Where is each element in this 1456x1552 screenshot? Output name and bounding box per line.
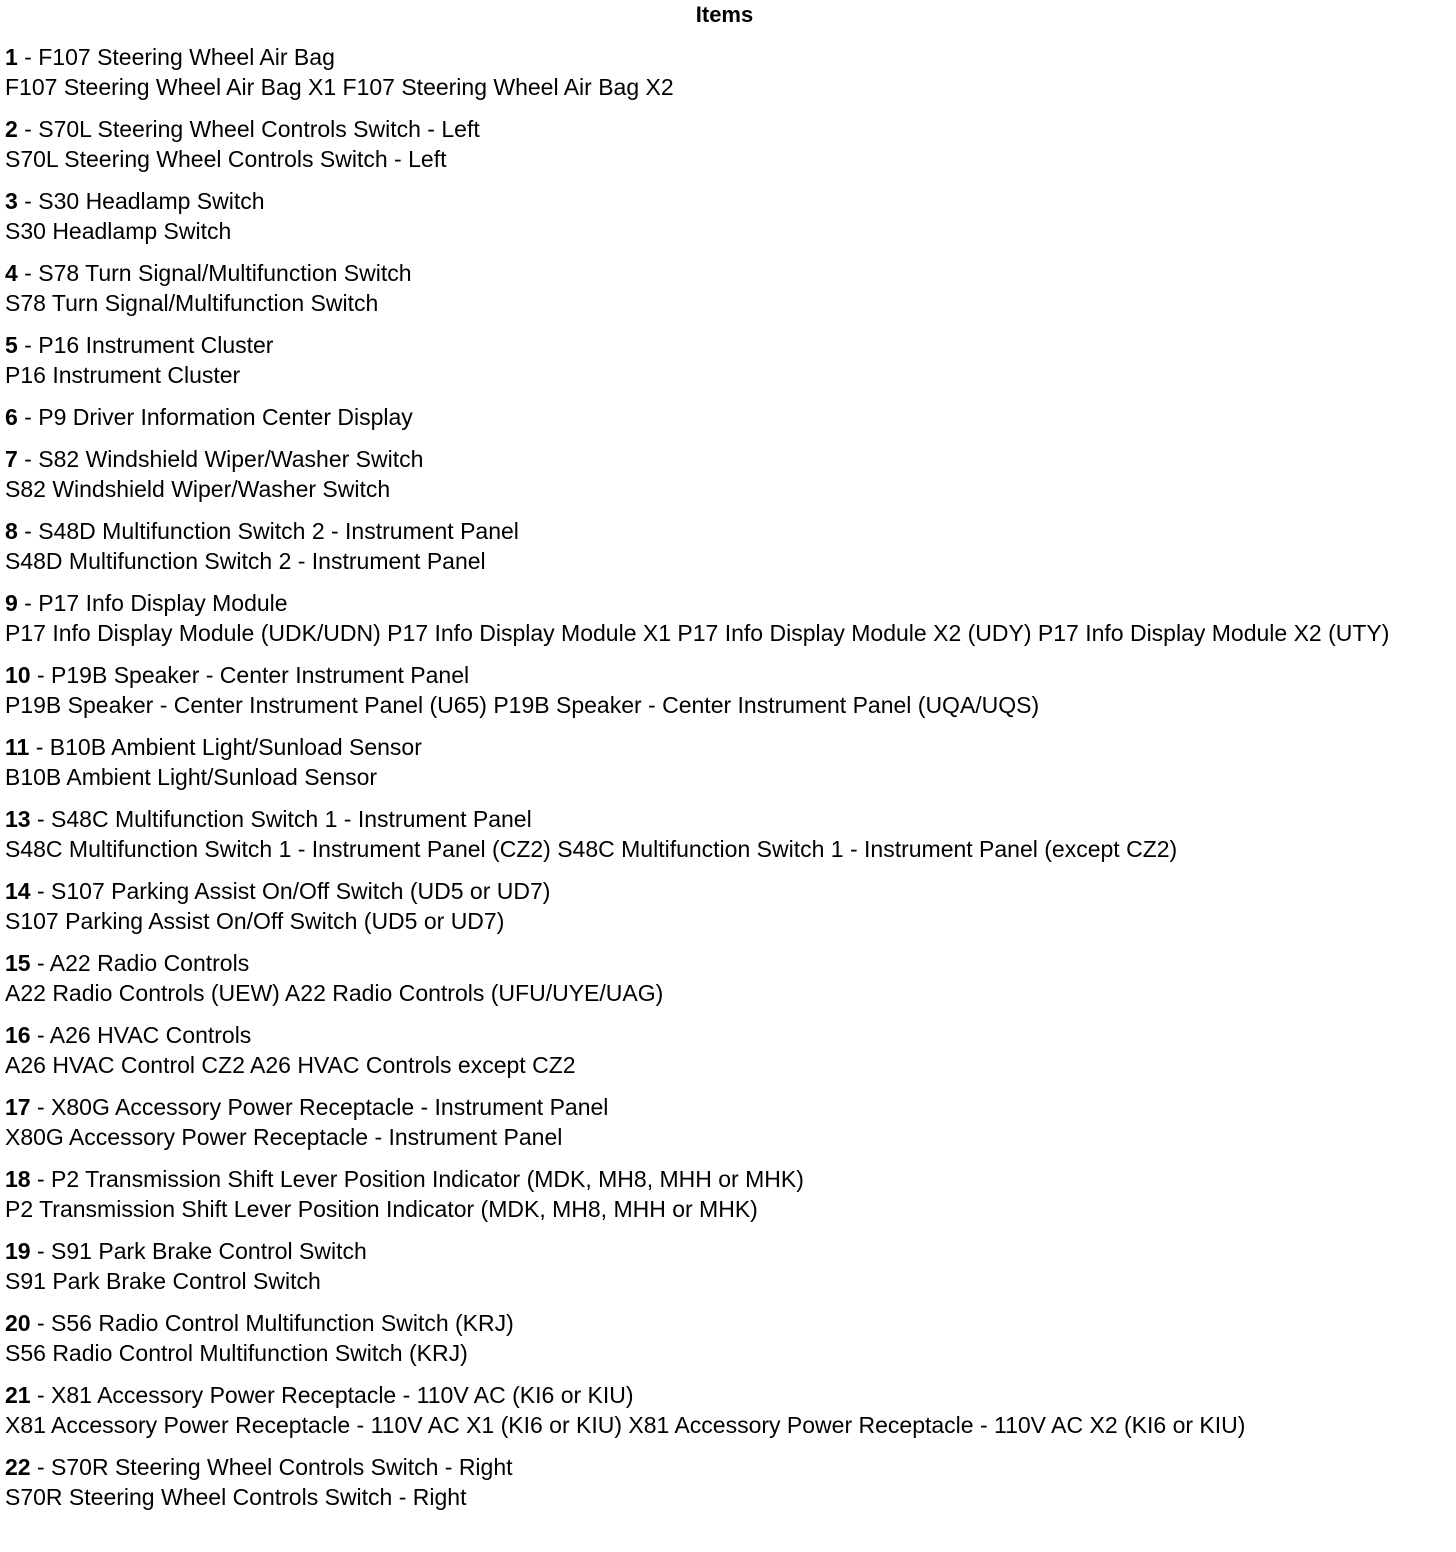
item-number: 22 bbox=[5, 1454, 31, 1480]
item-number: 5 bbox=[5, 332, 18, 358]
item-separator: - bbox=[17, 44, 39, 70]
item-heading bbox=[5, 114, 1444, 144]
item-detail: P16 Instrument Cluster bbox=[5, 362, 241, 388]
item-number: 9 bbox=[5, 590, 18, 616]
item-number: 2 bbox=[5, 116, 18, 142]
item-separator: - bbox=[30, 1310, 52, 1336]
item-detail: P19B Speaker - Center Instrument Panel (U65) P19B Speaker - Center Instrument Panel (UQA/UQS) bbox=[5, 692, 1040, 718]
item-name: S48D Multifunction Switch 2 - Instrument Panel bbox=[38, 518, 519, 544]
list-item bbox=[5, 804, 1444, 864]
item-detail: P2 Transmission Shift Lever Position Indicator (MDK, MH8, MHH or MHK) bbox=[5, 1196, 758, 1222]
item-name: S107 Parking Assist On/Off Switch (UD5 or UD7) bbox=[51, 878, 551, 904]
item-name: P2 Transmission Shift Lever Position Indicator (MDK, MH8, MHH or MHK) bbox=[51, 1166, 804, 1192]
item-number: 3 bbox=[5, 188, 18, 214]
item-name: P9 Driver Information Center Display bbox=[38, 404, 413, 430]
item-detail: B10B Ambient Light/Sunload Sensor bbox=[5, 764, 378, 790]
item-detail: S70L Steering Wheel Controls Switch - Left bbox=[5, 146, 447, 172]
item-detail: S82 Windshield Wiper/Washer Switch bbox=[5, 476, 391, 502]
item-number: 20 bbox=[5, 1310, 31, 1336]
item-detail: S56 Radio Control Multifunction Switch (KRJ) bbox=[5, 1340, 468, 1366]
item-name: A26 HVAC Controls bbox=[49, 1022, 252, 1048]
item-separator: - bbox=[30, 1166, 52, 1192]
item-separator: - bbox=[30, 1094, 52, 1120]
item-heading bbox=[5, 516, 1444, 546]
list-item bbox=[5, 42, 1444, 102]
item-name: S78 Turn Signal/Multifunction Switch bbox=[38, 260, 412, 286]
item-separator: - bbox=[30, 878, 52, 904]
item-separator: - bbox=[30, 806, 52, 832]
item-heading bbox=[5, 1020, 1444, 1050]
list-item bbox=[5, 660, 1444, 720]
list-item bbox=[5, 1236, 1444, 1296]
item-detail: S107 Parking Assist On/Off Switch (UD5 or UD7) bbox=[5, 908, 505, 934]
item-detail: S48C Multifunction Switch 1 - Instrument Panel (CZ2) S48C Multifunction Switch 1 - Instrument Panel (except CZ2) bbox=[5, 836, 1178, 862]
item-number: 8 bbox=[5, 518, 18, 544]
item-separator: - bbox=[17, 188, 39, 214]
item-heading bbox=[5, 1380, 1444, 1410]
item-number: 4 bbox=[5, 260, 18, 286]
list-item bbox=[5, 1092, 1444, 1152]
list-item bbox=[5, 948, 1444, 1008]
item-name: X80G Accessory Power Receptacle - Instrument Panel bbox=[51, 1094, 609, 1120]
item-separator: - bbox=[17, 332, 39, 358]
item-detail: S78 Turn Signal/Multifunction Switch bbox=[5, 290, 379, 316]
item-list bbox=[5, 42, 1444, 1512]
item-name: P16 Instrument Cluster bbox=[38, 332, 274, 358]
list-item bbox=[5, 516, 1444, 576]
item-number: 10 bbox=[5, 662, 31, 688]
item-number: 16 bbox=[5, 1022, 31, 1048]
item-detail: S91 Park Brake Control Switch bbox=[5, 1268, 321, 1294]
item-heading bbox=[5, 1164, 1444, 1194]
item-name: X81 Accessory Power Receptacle - 110V AC (KI6 or KIU) bbox=[51, 1382, 634, 1408]
item-name: P19B Speaker - Center Instrument Panel bbox=[51, 662, 470, 688]
list-item bbox=[5, 1380, 1444, 1440]
item-name: A22 Radio Controls bbox=[49, 950, 250, 976]
item-heading bbox=[5, 1452, 1444, 1482]
item-heading bbox=[5, 588, 1444, 618]
item-detail: X81 Accessory Power Receptacle - 110V AC X1 (KI6 or KIU) X81 Accessory Power Receptacle - 110V AC X2 (KI6 or KIU) bbox=[5, 1412, 1246, 1438]
item-detail: S48D Multifunction Switch 2 - Instrument Panel bbox=[5, 548, 486, 574]
item-number: 17 bbox=[5, 1094, 31, 1120]
item-name: S30 Headlamp Switch bbox=[38, 188, 265, 214]
item-separator: - bbox=[30, 1382, 52, 1408]
item-detail: X80G Accessory Power Receptacle - Instrument Panel bbox=[5, 1124, 563, 1150]
item-number: 18 bbox=[5, 1166, 31, 1192]
item-separator: - bbox=[17, 518, 39, 544]
item-separator: - bbox=[17, 446, 39, 472]
item-number: 14 bbox=[5, 878, 31, 904]
list-item bbox=[5, 732, 1444, 792]
item-heading bbox=[5, 186, 1444, 216]
item-separator: - bbox=[17, 590, 39, 616]
item-heading bbox=[5, 1236, 1444, 1266]
item-heading bbox=[5, 330, 1444, 360]
item-heading bbox=[5, 660, 1444, 690]
item-number: 1 bbox=[5, 44, 18, 70]
list-item bbox=[5, 1452, 1444, 1512]
item-heading bbox=[5, 804, 1444, 834]
item-heading bbox=[5, 1092, 1444, 1122]
item-number: 13 bbox=[5, 806, 31, 832]
item-name: S70R Steering Wheel Controls Switch - Right bbox=[51, 1454, 513, 1480]
item-name: F107 Steering Wheel Air Bag bbox=[38, 44, 335, 70]
item-number: 11 bbox=[5, 734, 30, 760]
item-detail: S30 Headlamp Switch bbox=[5, 218, 232, 244]
item-name: S48C Multifunction Switch 1 - Instrument Panel bbox=[51, 806, 532, 832]
page-title: Items bbox=[695, 2, 754, 27]
item-separator: - bbox=[17, 404, 39, 430]
item-detail: F107 Steering Wheel Air Bag X1 F107 Steering Wheel Air Bag X2 bbox=[5, 74, 674, 100]
item-heading bbox=[5, 876, 1444, 906]
list-item bbox=[5, 1164, 1444, 1224]
item-name: S56 Radio Control Multifunction Switch (KRJ) bbox=[51, 1310, 514, 1336]
item-detail: A22 Radio Controls (UEW) A22 Radio Controls (UFU/UYE/UAG) bbox=[5, 980, 664, 1006]
item-number: 7 bbox=[5, 446, 18, 472]
item-number: 6 bbox=[5, 404, 18, 430]
item-name: P17 Info Display Module bbox=[38, 590, 288, 616]
item-heading bbox=[5, 948, 1444, 978]
item-separator: - bbox=[30, 1022, 50, 1048]
item-detail: A26 HVAC Control CZ2 A26 HVAC Controls except CZ2 bbox=[5, 1052, 576, 1078]
list-item bbox=[5, 1020, 1444, 1080]
item-separator: - bbox=[30, 950, 50, 976]
list-item bbox=[5, 114, 1444, 174]
item-name: B10B Ambient Light/Sunload Sensor bbox=[49, 734, 422, 760]
item-heading bbox=[5, 258, 1444, 288]
item-name: S82 Windshield Wiper/Washer Switch bbox=[38, 446, 424, 472]
item-name: S70L Steering Wheel Controls Switch - Left bbox=[38, 116, 480, 142]
item-separator: - bbox=[30, 1454, 52, 1480]
item-separator: - bbox=[17, 116, 39, 142]
item-heading bbox=[5, 1308, 1444, 1338]
item-separator: - bbox=[29, 734, 50, 760]
list-item bbox=[5, 402, 1444, 432]
list-item bbox=[5, 258, 1444, 318]
list-item bbox=[5, 330, 1444, 390]
item-heading bbox=[5, 42, 1444, 72]
item-number: 19 bbox=[5, 1238, 31, 1264]
list-item bbox=[5, 588, 1444, 648]
list-item bbox=[5, 186, 1444, 246]
item-separator: - bbox=[30, 662, 52, 688]
item-number: 15 bbox=[5, 950, 31, 976]
item-detail: P17 Info Display Module (UDK/UDN) P17 Info Display Module X1 P17 Info Display Module X2 (UDY) P17 Info Display Module X2 (UTY) bbox=[5, 620, 1390, 646]
item-separator: - bbox=[17, 260, 39, 286]
list-item bbox=[5, 444, 1444, 504]
item-name: S91 Park Brake Control Switch bbox=[51, 1238, 367, 1264]
list-item bbox=[5, 1308, 1444, 1368]
item-heading bbox=[5, 402, 1444, 432]
list-item bbox=[5, 876, 1444, 936]
item-separator: - bbox=[30, 1238, 52, 1264]
item-number: 21 bbox=[5, 1382, 31, 1408]
item-detail: S70R Steering Wheel Controls Switch - Right bbox=[5, 1484, 467, 1510]
item-heading bbox=[5, 732, 1444, 762]
item-heading bbox=[5, 444, 1444, 474]
